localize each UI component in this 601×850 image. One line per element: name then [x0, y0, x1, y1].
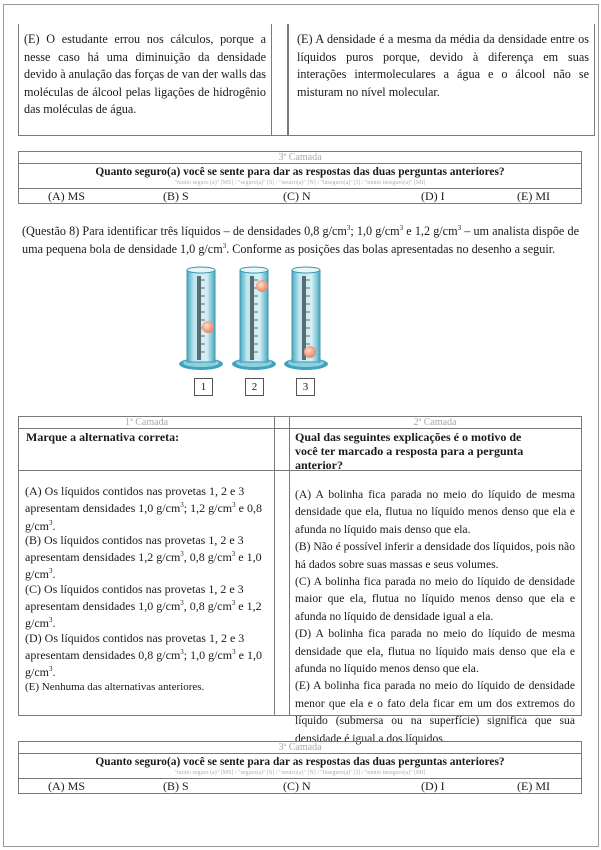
- explanation-c[interactable]: (C) A bolinha fica parada no meio do líquido de densidade maior que ela, flutua no líquido menos denso que ela e afunda no líquido de densidade igual a ela.: [295, 575, 575, 623]
- layer3-label: 3ª Camada: [19, 152, 581, 164]
- confidence-options: [19, 779, 581, 793]
- alternative-d[interactable]: (D) Os líquidos contidos nas provetas 1, 2 e 3 apresentam densidades 0,8 $g/cm^3$; 1,0 $g/cm^3$ e 1,0 $g/cm^3$.: [25, 630, 262, 680]
- confidence-table-2: [18, 741, 582, 794]
- explanation-d[interactable]: (D) A bolinha fica parada no meio do líquido de mesma densidade que ela, flutua no líquido mais denso que ela e afunda no líquido menos denso que ela.: [295, 627, 575, 676]
- option-mi[interactable]: (E) MI: [517, 189, 550, 203]
- option-s[interactable]: (B) S: [163, 779, 189, 793]
- layer1-option-e[interactable]: (E) O estudante errou nos cálculos, porque a nesse caso há uma diminuição da densidade devido à anulação das forças de van der walls das moléculas de álcool pelas ligações de hidrogênio das moléculas de água.: [24, 32, 266, 117]
- layer2-question: Qual das seguintes explicações é o motivo de você ter marcado a resposta para a pergunta anterior?: [295, 430, 524, 472]
- option-n[interactable]: (C) N: [283, 779, 311, 793]
- alternative-e[interactable]: (E) Nenhuma das alternativas anteriores.: [25, 680, 205, 693]
- question-8-answer-table: [18, 416, 582, 745]
- alternative-c[interactable]: (C) Os líquidos contidos nas provetas 1, 2 e 3 apresentam densidades 1,0 $g/cm^3$, 0,8 $g/cm^3$ e 1,2 $g/cm^3$.: [25, 581, 262, 631]
- option-n[interactable]: (C) N: [283, 189, 311, 203]
- spacer-cell: [272, 24, 288, 136]
- layer1-question: Marque a alternativa correta:: [26, 430, 180, 444]
- layer2-option-e[interactable]: (E) A densidade é a mesma da média da densidade entre os líquidos puros porque, devido à diferença em suas interações intermoleculares a água e o álcool não se misturam no nível molecular.: [297, 32, 589, 99]
- layer2-explanations: [295, 486, 575, 747]
- layer2-option-e-cell: [288, 24, 595, 136]
- layer1-option-e-cell: [18, 24, 272, 136]
- layer3-label: 3ª Camada: [19, 742, 581, 754]
- alternative-a[interactable]: (A) Os líquidos contidos nas provetas 1, 2 e 3 apresentam densidades 1,0 $g/cm^3$; 1,2 $g/cm^3$ e 0,8 $g/cm^3$.: [25, 484, 262, 533]
- confidence-question: Quanto seguro(a) você se sente para dar as respostas das duas perguntas anteriores?: [95, 756, 505, 768]
- layer1-label: 1ª Camada: [124, 417, 169, 428]
- option-ms[interactable]: (A) MS: [48, 779, 86, 793]
- explanation-a[interactable]: (A) A bolinha fica parada no meio do líquido de mesma densidade que ela, flutua no líquido menos denso que ela e afunda no líquido mais denso que ela.: [295, 488, 575, 536]
- confidence-options: [19, 189, 581, 203]
- cylinder-label-3: 3: [296, 378, 315, 396]
- cylinder-1: [179, 267, 223, 370]
- confidence-legend: "muito seguro (a)" [MS] / "seguro(a)" [S] / "neutro(a)" [N] / "inseguro(a)" [I] / "muito inseguro(a)" [MI]: [19, 769, 581, 779]
- explanation-b[interactable]: (B) Não é possível inferir a densidade dos líquidos, pois não há dados sobre suas massas e seus volumes.: [295, 540, 575, 571]
- cylinder-3: [284, 267, 328, 370]
- cylinder-2: [232, 267, 276, 370]
- option-mi[interactable]: (E) MI: [517, 779, 550, 793]
- cylinder-label-2: 2: [245, 378, 264, 396]
- confidence-table-1: [18, 151, 582, 204]
- alternative-b[interactable]: (B) Os líquidos contidos nas provetas 1, 2 e 3 apresentam densidades 1,2 $g/cm^3$, 0,8 $g/cm^3$ e 1,0 $g/cm^3$.: [25, 532, 262, 582]
- previous-question-table: [18, 24, 597, 136]
- option-ms[interactable]: (A) MS: [48, 189, 86, 203]
- cylinder-label-1: 1: [194, 378, 213, 396]
- cylinders-illustration: [174, 264, 344, 376]
- option-s[interactable]: (B) S: [163, 189, 189, 203]
- confidence-question: Quanto seguro(a) você se sente para dar as respostas das duas perguntas anteriores?: [95, 166, 505, 178]
- explanation-e[interactable]: (E) A bolinha fica parada no meio do líquido de densidade menor que ela e o fato dela ficar em um dos extremos do líquido (submersa ou na superfície) significa que sua densidade é igual a dos líquidos.: [295, 679, 575, 745]
- graduated-cylinders-figure: [174, 264, 344, 400]
- layer1-alternatives: [25, 484, 265, 694]
- option-i[interactable]: (D) I: [421, 779, 445, 793]
- question-8-statement: (Questão 8) Para identificar três líquidos – de densidades 0,8 $g/cm^3$; 1,0 $g/cm^3$ e 1,2 $g/cm^3$ – um analista dispõe de uma pequena bola de densidade 1,0 $g/cm^3$. Conforme as posições das bolas apresentadas no desenho a seguir.: [22, 223, 579, 256]
- confidence-legend: "muito seguro (a)" [MS] / "seguro(a)" [S] / "neutro(a)" [N] / "inseguro(a)" [I] / "muito inseguro(a)" [MI]: [19, 179, 581, 189]
- option-i[interactable]: (D) I: [421, 189, 445, 203]
- layer2-label: 2ª Camada: [413, 417, 457, 428]
